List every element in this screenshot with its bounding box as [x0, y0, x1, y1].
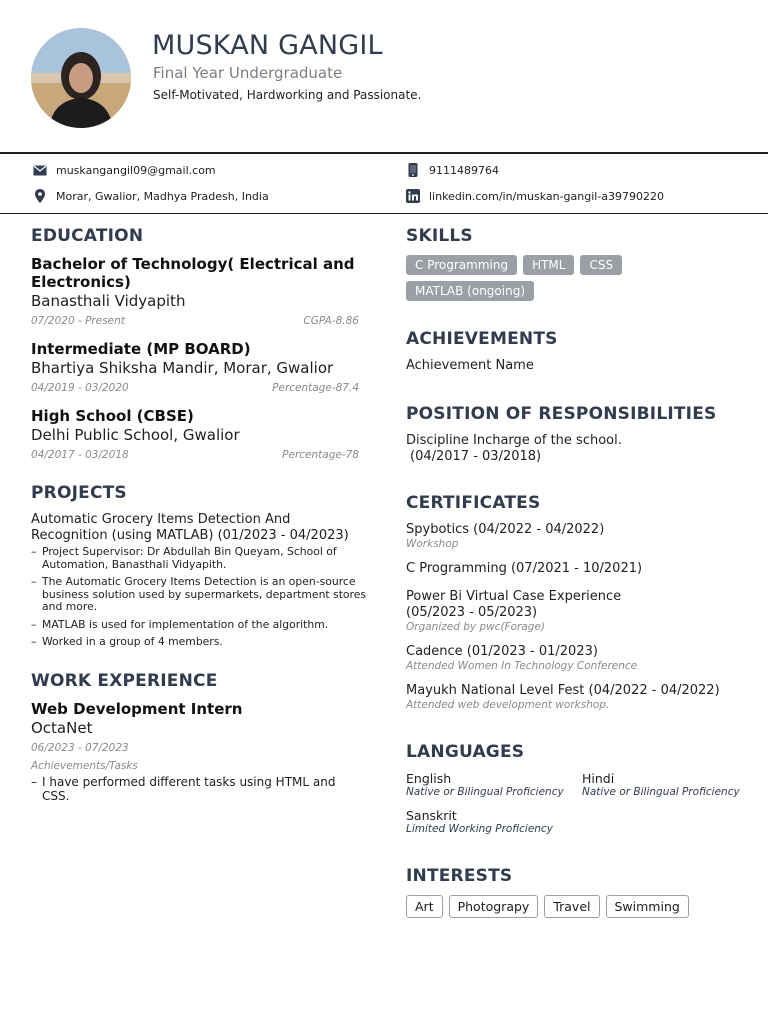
skill-chip: HTML: [523, 255, 574, 275]
job-role: Web Development Intern: [31, 699, 243, 718]
project-bullet: – Project Supervisor: Dr Abdullah Bin Queyam, School of Automation, Banasthali Vidyapith.: [31, 546, 366, 571]
map-pin-icon: [33, 189, 47, 203]
certificate-item: [406, 644, 746, 673]
interests-list: [406, 895, 746, 918]
certificate-item: [406, 683, 746, 712]
header-divider: [0, 152, 768, 154]
project-bullet: – MATLAB is used for implementation of the algorithm.: [31, 619, 366, 632]
interest-chip: Photograpy: [449, 895, 539, 918]
skill-chip: CSS: [580, 255, 622, 275]
skill-chip: MATLAB (ongoing): [406, 281, 534, 301]
education-dates: 07/2020 - Present: [31, 315, 125, 327]
certificate-name: Power Bi Virtual Case Experience (05/2023 - 05/2023): [406, 589, 622, 620]
certificate-name: Spybotics (04/2022 - 04/2022): [406, 522, 605, 537]
languages-list: [406, 771, 746, 836]
responsibility-dates: (04/2017 - 03/2018): [410, 449, 542, 464]
responsibility-text: Discipline Incharge of the school.: [406, 433, 622, 448]
certificate-name: Mayukh National Level Fest (04/2022 - 04/2022): [406, 683, 720, 698]
language-level: Native or Bilingual Proficiency: [582, 786, 740, 798]
education-score: CGPA-8.86: [303, 315, 359, 327]
education-item: [31, 407, 366, 461]
certificate-note: Attended web development workshop.: [406, 699, 610, 711]
project-bullet: – Worked in a group of 4 members.: [31, 636, 366, 649]
certificate-note: Organized by pwc(Forage): [406, 621, 546, 633]
email-text: muskangangil09@gmail.com: [56, 163, 216, 177]
language-name: Sanskrit: [406, 808, 457, 823]
school-name: Banasthali Vidyapith: [31, 292, 186, 310]
project-bullets: [31, 546, 366, 649]
achievements-heading: ACHIEVEMENTS: [406, 329, 558, 349]
certificate-item: [406, 589, 746, 634]
phone-icon: [406, 163, 420, 177]
profile-photo: [31, 28, 131, 128]
education-meta: [31, 382, 366, 394]
left-column: [31, 226, 366, 803]
degree-title: High School (CBSE): [31, 407, 194, 425]
interest-chip: Travel: [544, 895, 599, 918]
skills-list: [406, 255, 666, 301]
interest-chip: Swimming: [606, 895, 689, 918]
candidate-tagline: Self-Motivated, Hardworking and Passionate.: [153, 88, 422, 102]
projects-heading: PROJECTS: [31, 483, 127, 503]
certificate-note: Attended Women In Technology Conference: [406, 660, 638, 672]
work-item: [31, 700, 366, 803]
school-name: Bhartiya Shiksha Mandir, Morar, Gwalior: [31, 359, 334, 377]
interests-heading: INTERESTS: [406, 866, 513, 886]
certificates-heading: CERTIFICATES: [406, 493, 541, 513]
location-text: Morar, Gwalior, Madhya Pradesh, India: [56, 189, 269, 203]
job-task: – I have performed different tasks using HTML and CSS.: [31, 775, 366, 803]
language-level: Native or Bilingual Proficiency: [406, 786, 564, 798]
resume-header: [0, 0, 768, 152]
contact-divider: [0, 213, 768, 214]
linkedin-icon: [406, 189, 420, 203]
contact-location: [33, 189, 269, 203]
job-tasks-label: Achievements/Tasks: [31, 759, 138, 772]
contact-email[interactable]: [33, 163, 216, 177]
right-column: [406, 226, 746, 918]
education-item: [31, 255, 366, 327]
skill-chip: C Programming: [406, 255, 517, 275]
project-bullet: – The Automatic Grocery Items Detection is an open-source business solution used by supermarkets, department stores and more.: [31, 576, 366, 614]
skills-heading: SKILLS: [406, 226, 473, 246]
education-meta: [31, 315, 366, 327]
interest-chip: Art: [406, 895, 443, 918]
education-dates: 04/2017 - 03/2018: [31, 449, 129, 461]
responsibilities-heading: POSITION OF RESPONSIBILITIES: [406, 404, 717, 424]
school-name: Delhi Public School, Gwalior: [31, 426, 240, 444]
education-item: [31, 340, 366, 394]
project-title: Automatic Grocery Items Detection And Recognition (using MATLAB) (01/2023 - 04/2023): [31, 512, 349, 543]
language-item: [406, 808, 582, 836]
contact-phone[interactable]: [406, 163, 499, 177]
education-score: Percentage-87.4: [272, 382, 359, 394]
education-dates: 04/2019 - 03/2020: [31, 382, 129, 394]
certificate-item: [406, 561, 746, 577]
certificate-item: [406, 522, 746, 551]
phone-text: 9111489764: [429, 163, 499, 177]
job-dates: 06/2023 - 07/2023: [31, 741, 129, 754]
languages-heading: LANGUAGES: [406, 742, 525, 762]
language-item: [582, 771, 752, 799]
certificate-name: Cadence (01/2023 - 01/2023): [406, 644, 598, 659]
education-meta: [31, 449, 366, 461]
job-company: OctaNet: [31, 718, 93, 737]
language-level: Limited Working Proficiency: [406, 823, 553, 835]
education-score: Percentage-78: [282, 449, 359, 461]
achievement-item: Achievement Name: [406, 358, 534, 373]
linkedin-text: linkedin.com/in/muskan-gangil-a39790220: [429, 189, 665, 203]
work-experience-heading: WORK EXPERIENCE: [31, 670, 218, 691]
certificate-note: Workshop: [406, 538, 459, 550]
language-name: English: [406, 771, 452, 786]
candidate-subtitle: Final Year Undergraduate: [153, 64, 343, 82]
language-item: [406, 771, 582, 799]
language-name: Hindi: [582, 771, 615, 786]
degree-title: Intermediate (MP BOARD): [31, 340, 251, 358]
envelope-icon: [33, 163, 47, 177]
certificate-name: C Programming (07/2021 - 10/2021): [406, 561, 643, 576]
contact-linkedin[interactable]: [406, 189, 664, 203]
education-heading: EDUCATION: [31, 226, 144, 246]
candidate-name: MUSKAN GANGIL: [152, 30, 383, 61]
project-item: [31, 512, 366, 649]
degree-title: Bachelor of Technology( Electrical and Electronics): [31, 255, 355, 291]
